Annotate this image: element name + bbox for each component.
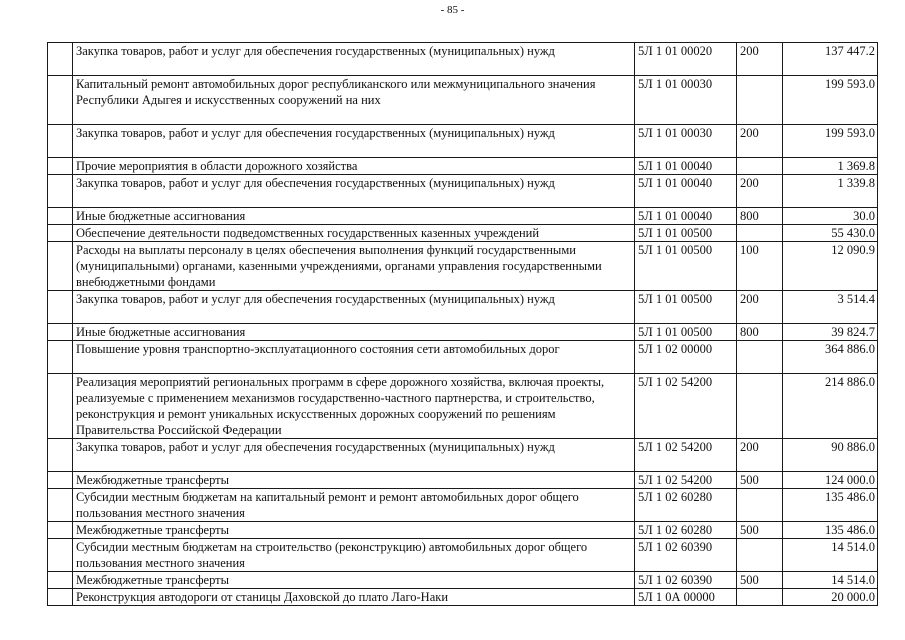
target-code-cell: 5Л 1 01 00500 — [635, 225, 737, 242]
table-row — [48, 76, 878, 125]
expense-type-cell: 100 — [737, 242, 783, 291]
expense-name-cell: Иные бюджетные ассигнования — [73, 324, 635, 341]
expense-type-cell: 200 — [737, 43, 783, 76]
target-code-cell: 5Л 1 01 00020 — [635, 43, 737, 76]
expense-type-cell: 500 — [737, 572, 783, 589]
amount-cell: 55 430.0 — [783, 225, 878, 242]
expense-type-cell — [737, 76, 783, 125]
expense-type-cell — [737, 225, 783, 242]
expense-type-cell — [737, 539, 783, 572]
amount-cell: 90 886.0 — [783, 439, 878, 472]
amount-cell: 3 514.4 — [783, 291, 878, 324]
amount-cell: 14 514.0 — [783, 539, 878, 572]
expense-type-cell: 500 — [737, 472, 783, 489]
expense-name-cell: Межбюджетные трансферты — [73, 572, 635, 589]
expense-name-cell: Реализация мероприятий региональных программ в сфере дорожного хозяйства, включая проекты, реализуемые с применением механизмов государственно-частного партнерства, и строительство, реконструкция и ремонт уникальных искусственных дорожных сооружений по решениям Правительства Российской Федерации — [73, 374, 635, 439]
table-row — [48, 489, 878, 522]
target-code-cell: 5Л 1 02 54200 — [635, 439, 737, 472]
table-row — [48, 439, 878, 472]
table-row — [48, 324, 878, 341]
expense-name-cell: Повышение уровня транспортно-эксплуатационного состояния сети автомобильных дорог — [73, 341, 635, 374]
table-row — [48, 341, 878, 374]
row-marker-cell — [48, 158, 73, 175]
expense-name-cell: Закупка товаров, работ и услуг для обеспечения государственных (муниципальных) нужд — [73, 43, 635, 76]
expense-type-cell: 500 — [737, 522, 783, 539]
target-code-cell: 5Л 1 01 00030 — [635, 76, 737, 125]
target-code-cell: 5Л 1 02 60390 — [635, 572, 737, 589]
expense-type-cell — [737, 158, 783, 175]
expense-name-cell: Иные бюджетные ассигнования — [73, 208, 635, 225]
target-code-cell: 5Л 1 0А 00000 — [635, 589, 737, 606]
target-code-cell: 5Л 1 01 00040 — [635, 175, 737, 208]
target-code-cell: 5Л 1 02 60390 — [635, 539, 737, 572]
amount-cell: 39 824.7 — [783, 324, 878, 341]
table-row — [48, 208, 878, 225]
row-marker-cell — [48, 472, 73, 489]
amount-cell: 124 000.0 — [783, 472, 878, 489]
row-marker-cell — [48, 175, 73, 208]
row-marker-cell — [48, 341, 73, 374]
target-code-cell: 5Л 1 02 60280 — [635, 489, 737, 522]
expense-type-cell — [737, 589, 783, 606]
amount-cell: 135 486.0 — [783, 522, 878, 539]
row-marker-cell — [48, 125, 73, 158]
expense-name-cell: Межбюджетные трансферты — [73, 522, 635, 539]
amount-cell: 30.0 — [783, 208, 878, 225]
expense-type-cell — [737, 489, 783, 522]
target-code-cell: 5Л 1 01 00500 — [635, 291, 737, 324]
target-code-cell: 5Л 1 01 00030 — [635, 125, 737, 158]
target-code-cell: 5Л 1 02 54200 — [635, 374, 737, 439]
expense-type-cell: 800 — [737, 324, 783, 341]
amount-cell: 12 090.9 — [783, 242, 878, 291]
page-number: - 85 - — [440, 4, 465, 16]
amount-cell: 364 886.0 — [783, 341, 878, 374]
amount-cell: 1 369.8 — [783, 158, 878, 175]
row-marker-cell — [48, 439, 73, 472]
table-row — [48, 374, 878, 439]
table-row — [48, 522, 878, 539]
amount-cell: 199 593.0 — [783, 125, 878, 158]
expense-type-cell: 200 — [737, 439, 783, 472]
expense-type-cell: 200 — [737, 291, 783, 324]
table-row — [48, 158, 878, 175]
expense-type-cell: 800 — [737, 208, 783, 225]
table-row — [48, 175, 878, 208]
row-marker-cell — [48, 489, 73, 522]
expense-name-cell: Субсидии местным бюджетам на капитальный ремонт и ремонт автомобильных дорог общего пользования местного значения — [73, 489, 635, 522]
table-row — [48, 539, 878, 572]
amount-cell: 137 447.2 — [783, 43, 878, 76]
amount-cell: 135 486.0 — [783, 489, 878, 522]
expense-name-cell: Расходы на выплаты персоналу в целях обеспечения выполнения функций государственными (муниципальными) органами, казенными учреждениями, органами управления государственными внебюджетными фондами — [73, 242, 635, 291]
target-code-cell: 5Л 1 02 60280 — [635, 522, 737, 539]
expense-type-cell — [737, 374, 783, 439]
row-marker-cell — [48, 76, 73, 125]
row-marker-cell — [48, 522, 73, 539]
amount-cell: 14 514.0 — [783, 572, 878, 589]
expense-name-cell: Закупка товаров, работ и услуг для обеспечения государственных (муниципальных) нужд — [73, 175, 635, 208]
row-marker-cell — [48, 208, 73, 225]
expense-type-cell: 200 — [737, 125, 783, 158]
expense-type-cell — [737, 341, 783, 374]
table-row — [48, 291, 878, 324]
row-marker-cell — [48, 225, 73, 242]
amount-cell: 1 339.8 — [783, 175, 878, 208]
amount-cell: 199 593.0 — [783, 76, 878, 125]
table-row — [48, 125, 878, 158]
expense-name-cell: Закупка товаров, работ и услуг для обеспечения государственных (муниципальных) нужд — [73, 439, 635, 472]
expense-name-cell: Прочие мероприятия в области дорожного хозяйства — [73, 158, 635, 175]
table-row — [48, 225, 878, 242]
expense-name-cell: Субсидии местным бюджетам на строительство (реконструкцию) автомобильных дорог общего пользования местного значения — [73, 539, 635, 572]
table-row — [48, 242, 878, 291]
row-marker-cell — [48, 589, 73, 606]
budget-table — [47, 42, 878, 606]
table-row — [48, 572, 878, 589]
amount-cell: 214 886.0 — [783, 374, 878, 439]
expense-type-cell: 200 — [737, 175, 783, 208]
row-marker-cell — [48, 43, 73, 76]
target-code-cell: 5Л 1 01 00500 — [635, 324, 737, 341]
row-marker-cell — [48, 324, 73, 341]
budget-table-body — [48, 43, 878, 606]
target-code-cell: 5Л 1 01 00040 — [635, 158, 737, 175]
table-row — [48, 43, 878, 76]
expense-name-cell: Реконструкция автодороги от станицы Даховской до плато Лаго-Наки — [73, 589, 635, 606]
expense-name-cell: Капитальный ремонт автомобильных дорог республиканского или межмуниципального значения Республики Адыгея и искусственных сооружений на них — [73, 76, 635, 125]
row-marker-cell — [48, 539, 73, 572]
row-marker-cell — [48, 572, 73, 589]
expense-name-cell: Закупка товаров, работ и услуг для обеспечения государственных (муниципальных) нужд — [73, 125, 635, 158]
amount-cell: 20 000.0 — [783, 589, 878, 606]
table-row — [48, 472, 878, 489]
row-marker-cell — [48, 374, 73, 439]
expense-name-cell: Закупка товаров, работ и услуг для обеспечения государственных (муниципальных) нужд — [73, 291, 635, 324]
expense-name-cell: Межбюджетные трансферты — [73, 472, 635, 489]
target-code-cell: 5Л 1 01 00040 — [635, 208, 737, 225]
target-code-cell: 5Л 1 01 00500 — [635, 242, 737, 291]
expense-name-cell: Обеспечение деятельности подведомственных государственных казенных учреждений — [73, 225, 635, 242]
target-code-cell: 5Л 1 02 54200 — [635, 472, 737, 489]
row-marker-cell — [48, 291, 73, 324]
row-marker-cell — [48, 242, 73, 291]
target-code-cell: 5Л 1 02 00000 — [635, 341, 737, 374]
table-row — [48, 589, 878, 606]
